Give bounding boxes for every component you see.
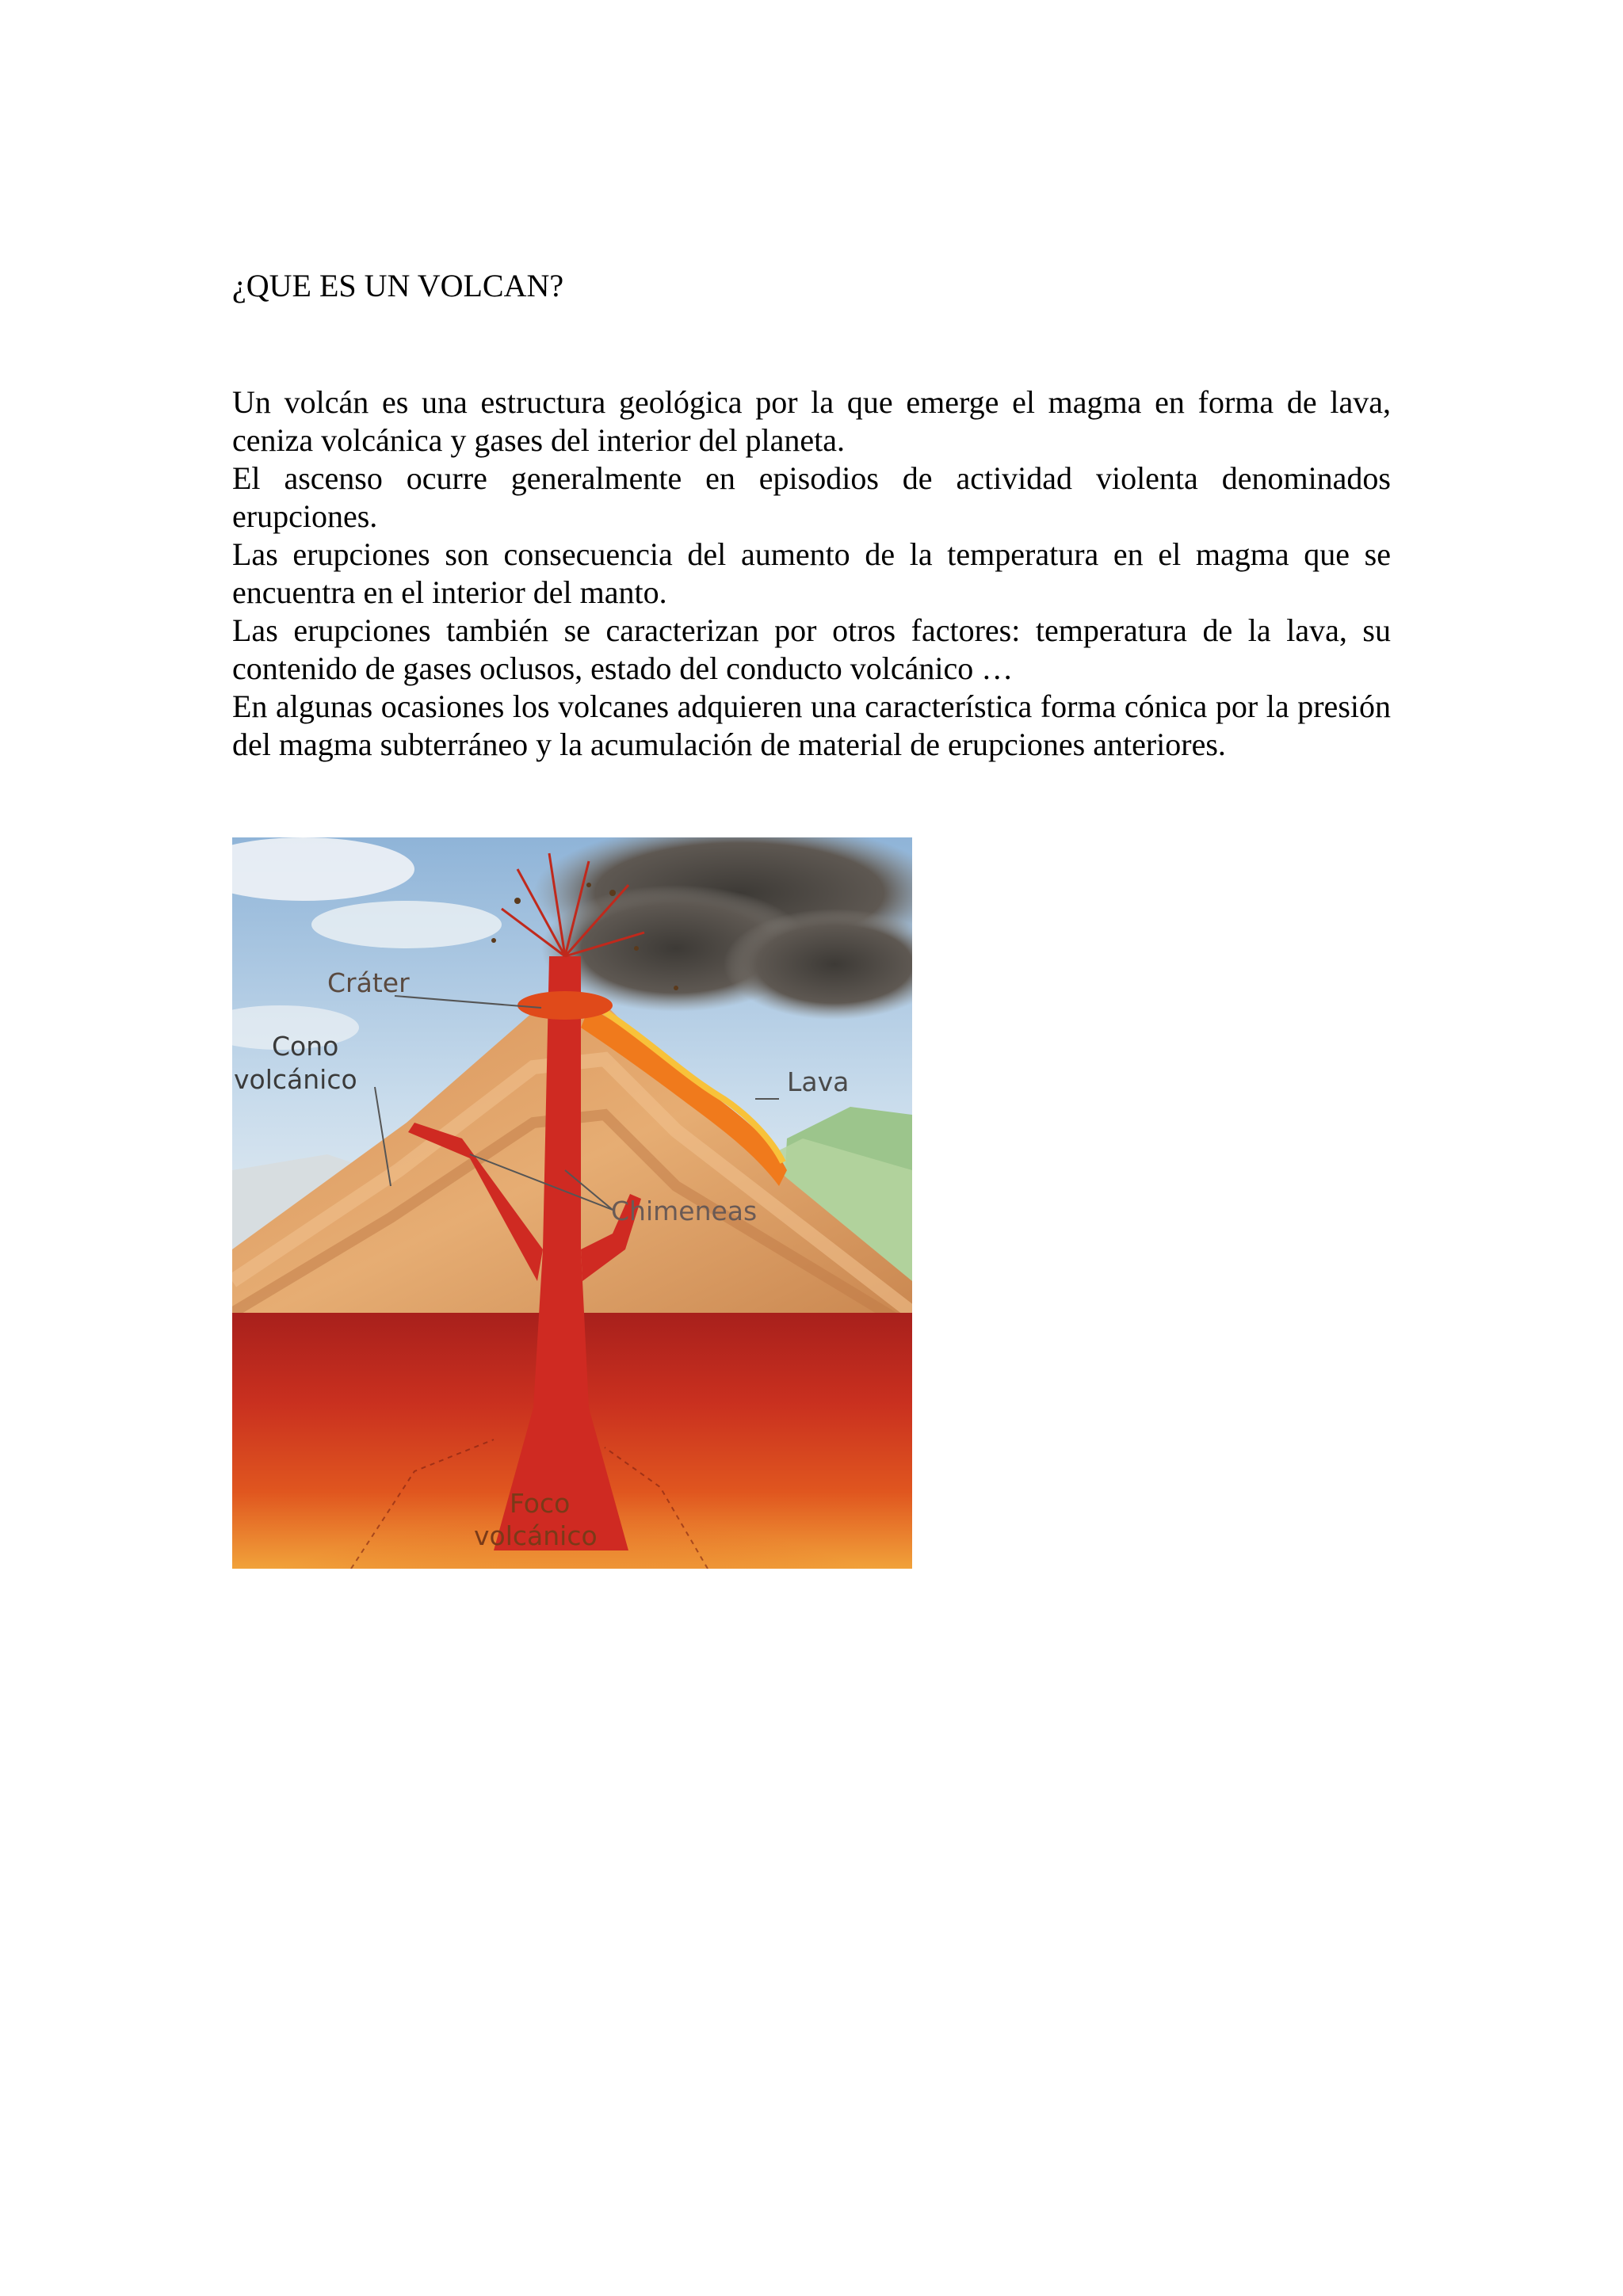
paragraph: El ascenso ocurre generalmente en episodios de actividad violenta denominados erupciones. <box>232 460 1391 534</box>
volcano-diagram <box>232 837 912 1569</box>
cone-label: Cono <box>272 1031 339 1062</box>
chimneys-label: Chimeneas <box>611 1196 758 1226</box>
page-title: ¿QUE ES UN VOLCAN? <box>232 268 564 303</box>
body-text <box>232 383 1391 764</box>
crater-label: Cráter <box>327 967 410 998</box>
lava-label: Lava <box>787 1066 850 1097</box>
focus-label: Foco <box>510 1488 571 1519</box>
paragraph: Las erupciones también se caracterizan por otros factores: temperatura de la lava, su contenido de gases oclusos, estado del conducto volcánico … <box>232 612 1391 686</box>
focus-label: volcánico <box>474 1520 598 1551</box>
cone-label: volcánico <box>234 1064 357 1095</box>
cloud <box>311 901 502 948</box>
paragraph: Las erupciones son consecuencia del aumento de la temperatura en el magma que se encuentra en el interior del manto. <box>232 536 1391 610</box>
paragraph: Un volcán es una estructura geológica por la que emerge el magma en forma de lava, ceniza volcánica y gases del interior del planeta. <box>232 384 1391 458</box>
crater <box>517 991 613 1020</box>
paragraph: En algunas ocasiones los volcanes adquieren una característica forma cónica por la presión del magma subterráneo y la acumulación de material de erupciones anteriores. <box>232 688 1391 762</box>
